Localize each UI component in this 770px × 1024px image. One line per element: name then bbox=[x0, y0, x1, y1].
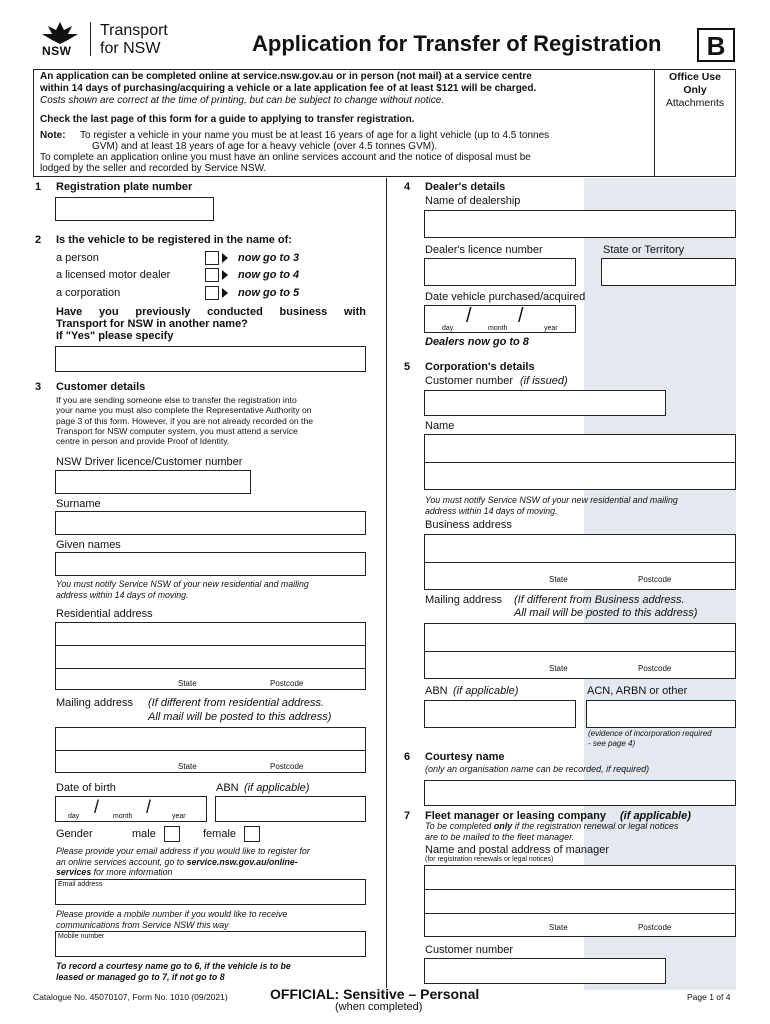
dealership-name-label: Name of dealership bbox=[425, 195, 521, 207]
option-dealer-goto: now go to 4 bbox=[238, 269, 300, 281]
logo-text: NSW bbox=[42, 44, 72, 58]
option-dealer-checkbox[interactable] bbox=[205, 268, 219, 282]
corp-customer-label: Customer number bbox=[425, 375, 514, 387]
dealer-state-input[interactable] bbox=[601, 258, 736, 286]
section-7-title: Fleet manager or leasing company bbox=[425, 810, 606, 822]
note-label: Note: bbox=[40, 130, 66, 141]
dob-day: day bbox=[68, 813, 80, 820]
arrow-icon bbox=[222, 253, 228, 263]
customer-notify-line2: address within 14 days of moving. bbox=[56, 589, 189, 600]
manager-postcode-label: Postcode bbox=[638, 923, 672, 932]
section-3-title: Customer details bbox=[56, 381, 146, 393]
purchase-day: day bbox=[442, 325, 454, 332]
given-names-label: Given names bbox=[56, 539, 121, 551]
form-letter-badge: B bbox=[697, 28, 735, 62]
intro-line-4: Check the last page of this form for a guide to applying to transfer registration. bbox=[40, 114, 415, 125]
residential-address-input[interactable] bbox=[55, 622, 366, 690]
option-corporation-label: a corporation bbox=[56, 287, 121, 299]
surname-input[interactable] bbox=[55, 511, 366, 535]
evidence-note-line2: - see page 4) bbox=[588, 738, 636, 748]
manager-address-input[interactable] bbox=[424, 865, 736, 937]
courtesy-name-input[interactable] bbox=[424, 780, 736, 806]
customer-abn-label: ABN bbox=[216, 782, 239, 794]
surname-label: Surname bbox=[56, 498, 101, 510]
dealership-name-input[interactable] bbox=[424, 210, 736, 238]
mobile-field-label: Mobile number bbox=[58, 933, 105, 940]
note-line-2: GVM) and at least 18 years of age for a heavy vehicle (over 4.5 tonnes GVM). bbox=[92, 141, 438, 152]
option-person-goto: now go to 3 bbox=[238, 252, 300, 264]
section-7-title-note: (if applicable) bbox=[620, 810, 691, 822]
mailing-state-label: State bbox=[178, 762, 197, 771]
dealer-licence-label: Dealer's licence number bbox=[425, 244, 543, 256]
corp-notify-line2: address within 14 days of moving. bbox=[425, 505, 558, 516]
option-dealer-label: a licensed motor dealer bbox=[56, 269, 171, 281]
online-services-link-end[interactable]: services bbox=[56, 867, 92, 877]
corp-name-label: Name bbox=[425, 420, 455, 432]
option-corporation-goto: now go to 5 bbox=[238, 287, 300, 299]
email-info-line3: for more information bbox=[91, 867, 173, 877]
corp-mailing-note1: (If different from Business address. bbox=[514, 594, 685, 606]
residential-state-label: State bbox=[178, 679, 197, 688]
customer-abn-note: (if applicable) bbox=[244, 782, 310, 794]
intro-line-3: Costs shown are correct at the time of printing, but can be subject to change without notice. bbox=[40, 95, 445, 106]
corp-mailing-state-label: State bbox=[549, 664, 568, 673]
option-person-checkbox[interactable] bbox=[205, 251, 219, 265]
mailing-address-label: Mailing address bbox=[56, 697, 134, 709]
gender-label: Gender bbox=[56, 828, 93, 840]
corp-customer-input[interactable] bbox=[424, 390, 666, 416]
business-postcode-label: Postcode bbox=[638, 575, 672, 584]
customer-notify-line1: You must notify Service NSW of your new residential and mailing bbox=[56, 579, 309, 589]
page-number: Page 1 of 4 bbox=[687, 992, 731, 1002]
customer-info-line5: centre in person and provide Proof of Identity. bbox=[56, 436, 230, 447]
given-names-input[interactable] bbox=[55, 552, 366, 576]
catalogue-number: Catalogue No. 45070107, Form No. 1010 (09/2021) bbox=[33, 992, 228, 1002]
manager-name-note: (for registration renewals or legal notices) bbox=[425, 856, 554, 863]
mailing-postcode-label: Postcode bbox=[270, 762, 304, 771]
dob-month: month bbox=[113, 813, 133, 820]
licence-input[interactable] bbox=[55, 470, 251, 494]
online-services-link[interactable]: service.nsw.gov.au/online- bbox=[186, 856, 298, 867]
official-marking: OFFICIAL: Sensitive – Personal bbox=[270, 986, 480, 1002]
section-2-title: Is the vehicle to be registered in the name of: bbox=[56, 234, 292, 246]
manager-customer-label: Customer number bbox=[425, 944, 514, 956]
dealer-licence-input[interactable] bbox=[424, 258, 576, 286]
org-name-line2: for NSW bbox=[100, 40, 161, 57]
manager-customer-input[interactable] bbox=[424, 958, 666, 984]
corp-customer-note: (if issued) bbox=[520, 375, 568, 387]
gender-male-checkbox[interactable] bbox=[164, 826, 180, 842]
customer-abn-input[interactable] bbox=[215, 796, 366, 822]
section-2-number: 2 bbox=[35, 234, 42, 246]
section-5-number: 5 bbox=[404, 361, 411, 373]
section-4-number: 4 bbox=[404, 181, 411, 193]
section-1-title: Registration plate number bbox=[56, 181, 193, 193]
corp-abn-label: ABN bbox=[425, 685, 448, 697]
option-person-label: a person bbox=[56, 252, 99, 264]
other-name-question-2: Transport for NSW in another name? bbox=[56, 318, 248, 330]
gender-female-label: female bbox=[203, 828, 237, 840]
section-4-title: Dealer's details bbox=[425, 181, 506, 193]
arrow-icon bbox=[222, 270, 228, 280]
mailing-address-note1: (If different from residential address. bbox=[148, 697, 325, 709]
fleet-note-1a: To be completed bbox=[425, 821, 494, 831]
acn-label: ACN, ARBN or other bbox=[587, 685, 688, 697]
corp-mailing-note2: All mail will be posted to this address) bbox=[514, 607, 698, 619]
courtesy-note-line2: leased or managed go to 7, if not go to 8 bbox=[56, 971, 225, 982]
column-divider bbox=[386, 178, 387, 988]
office-use-line1: Office Use bbox=[669, 71, 721, 83]
fleet-note-line2: are to be mailed to the fleet manager. bbox=[425, 831, 575, 842]
section-5-title: Corporation's details bbox=[425, 361, 535, 373]
customer-info-line4: Transport for NSW computer system, you must attend a service bbox=[56, 425, 298, 436]
intro-line-2: within 14 days of purchasing/acquiring a vehicle or a late application fee of at least $121 will be charged. bbox=[40, 83, 537, 94]
residential-postcode-label: Postcode bbox=[270, 679, 304, 688]
other-name-question-3: If "Yes" please specify bbox=[56, 330, 174, 342]
gender-male-label: male bbox=[132, 828, 156, 840]
residential-address-label: Residential address bbox=[56, 608, 153, 620]
intro-line-1: An application can be completed online at service.nsw.gov.au or in person (not mail) at a service centre bbox=[40, 71, 532, 82]
corp-notify-line1: You must notify Service NSW of your new residential and mailing bbox=[425, 495, 678, 505]
licence-label: NSW Driver licence/Customer number bbox=[56, 456, 243, 468]
business-address-label: Business address bbox=[425, 519, 512, 531]
other-name-input[interactable] bbox=[55, 346, 366, 372]
mobile-info-line1: Please provide a mobile number if you would like to receive bbox=[56, 909, 288, 919]
mobile-info-line2: communications from Service NSW this way bbox=[56, 919, 229, 930]
evidence-note-line1: (evidence of incorporation required bbox=[588, 729, 712, 738]
email-info-line1: Please provide your email address if you would like to register for bbox=[56, 846, 310, 856]
section-6-title: Courtesy name bbox=[425, 751, 505, 763]
nsw-logo bbox=[38, 20, 88, 60]
page-title: Application for Transfer of Registration bbox=[252, 31, 662, 56]
registration-plate-input[interactable] bbox=[55, 197, 214, 221]
courtesy-name-note: (only an organisation name can be recorded, if required) bbox=[425, 764, 650, 774]
arrow-icon bbox=[222, 288, 228, 298]
note-line-1: To register a vehicle in your name you must be at least 16 years of age for a light vehicle (up to 4.5 tonnes bbox=[80, 130, 550, 141]
corp-mailing-postcode-label: Postcode bbox=[638, 664, 672, 673]
manager-state-label: State bbox=[549, 923, 568, 932]
email-info-line2a: an online services account, go to bbox=[56, 856, 187, 867]
manager-name-label: Name and postal address of manager bbox=[425, 844, 610, 856]
fleet-note-1c: if the registration renewal or legal notices bbox=[512, 821, 679, 831]
gender-female-checkbox[interactable] bbox=[244, 826, 260, 842]
dealer-state-label: State or Territory bbox=[603, 244, 685, 256]
corp-abn-input[interactable] bbox=[424, 700, 576, 728]
customer-info-line1: If you are sending someone else to transfer the registration into bbox=[56, 395, 297, 405]
dob-year: year bbox=[172, 813, 186, 820]
intro-line-6: lodged by the seller and recorded by Service NSW. bbox=[40, 163, 267, 174]
corp-mailing-label: Mailing address bbox=[425, 594, 503, 606]
org-name-line1: Transport bbox=[100, 22, 168, 39]
courtesy-note-line1: To record a courtesy name go to 6, if the vehicle is to be bbox=[56, 961, 291, 971]
option-corporation-checkbox[interactable] bbox=[205, 286, 219, 300]
dealers-now-note: Dealers now go to 8 bbox=[425, 336, 529, 348]
purchase-month: month bbox=[488, 325, 508, 332]
section-3-number: 3 bbox=[35, 381, 42, 393]
other-name-question-1: Have you previously conducted business with bbox=[56, 306, 366, 318]
fleet-note-1b: only bbox=[493, 821, 513, 831]
purchase-year: year bbox=[544, 325, 558, 332]
office-use-line2: Only bbox=[683, 84, 707, 96]
business-state-label: State bbox=[549, 575, 568, 584]
section-7-number: 7 bbox=[404, 810, 411, 822]
dob-label: Date of birth bbox=[56, 782, 116, 794]
purchase-date-label: Date vehicle purchased/acquired bbox=[425, 291, 586, 303]
corp-abn-note: (if applicable) bbox=[453, 685, 519, 697]
customer-info-line2: your name you must also complete the Representative Authority on bbox=[56, 405, 312, 416]
office-attachments: Attachments bbox=[665, 97, 725, 109]
mailing-address-note2: All mail will be posted to this address) bbox=[148, 711, 332, 723]
customer-info-line3: page 3 of this form. However, if you are not already recorded on the bbox=[56, 415, 314, 426]
acn-input[interactable] bbox=[586, 700, 736, 728]
section-6-number: 6 bbox=[404, 751, 411, 763]
when-completed: (when completed) bbox=[335, 1001, 423, 1013]
section-1-number: 1 bbox=[35, 181, 42, 193]
email-field-label: Email address bbox=[58, 881, 103, 888]
intro-line-5: To complete an application online you must have an online services account and the notice of disposal must be bbox=[40, 152, 531, 163]
waratah-icon bbox=[38, 20, 82, 46]
